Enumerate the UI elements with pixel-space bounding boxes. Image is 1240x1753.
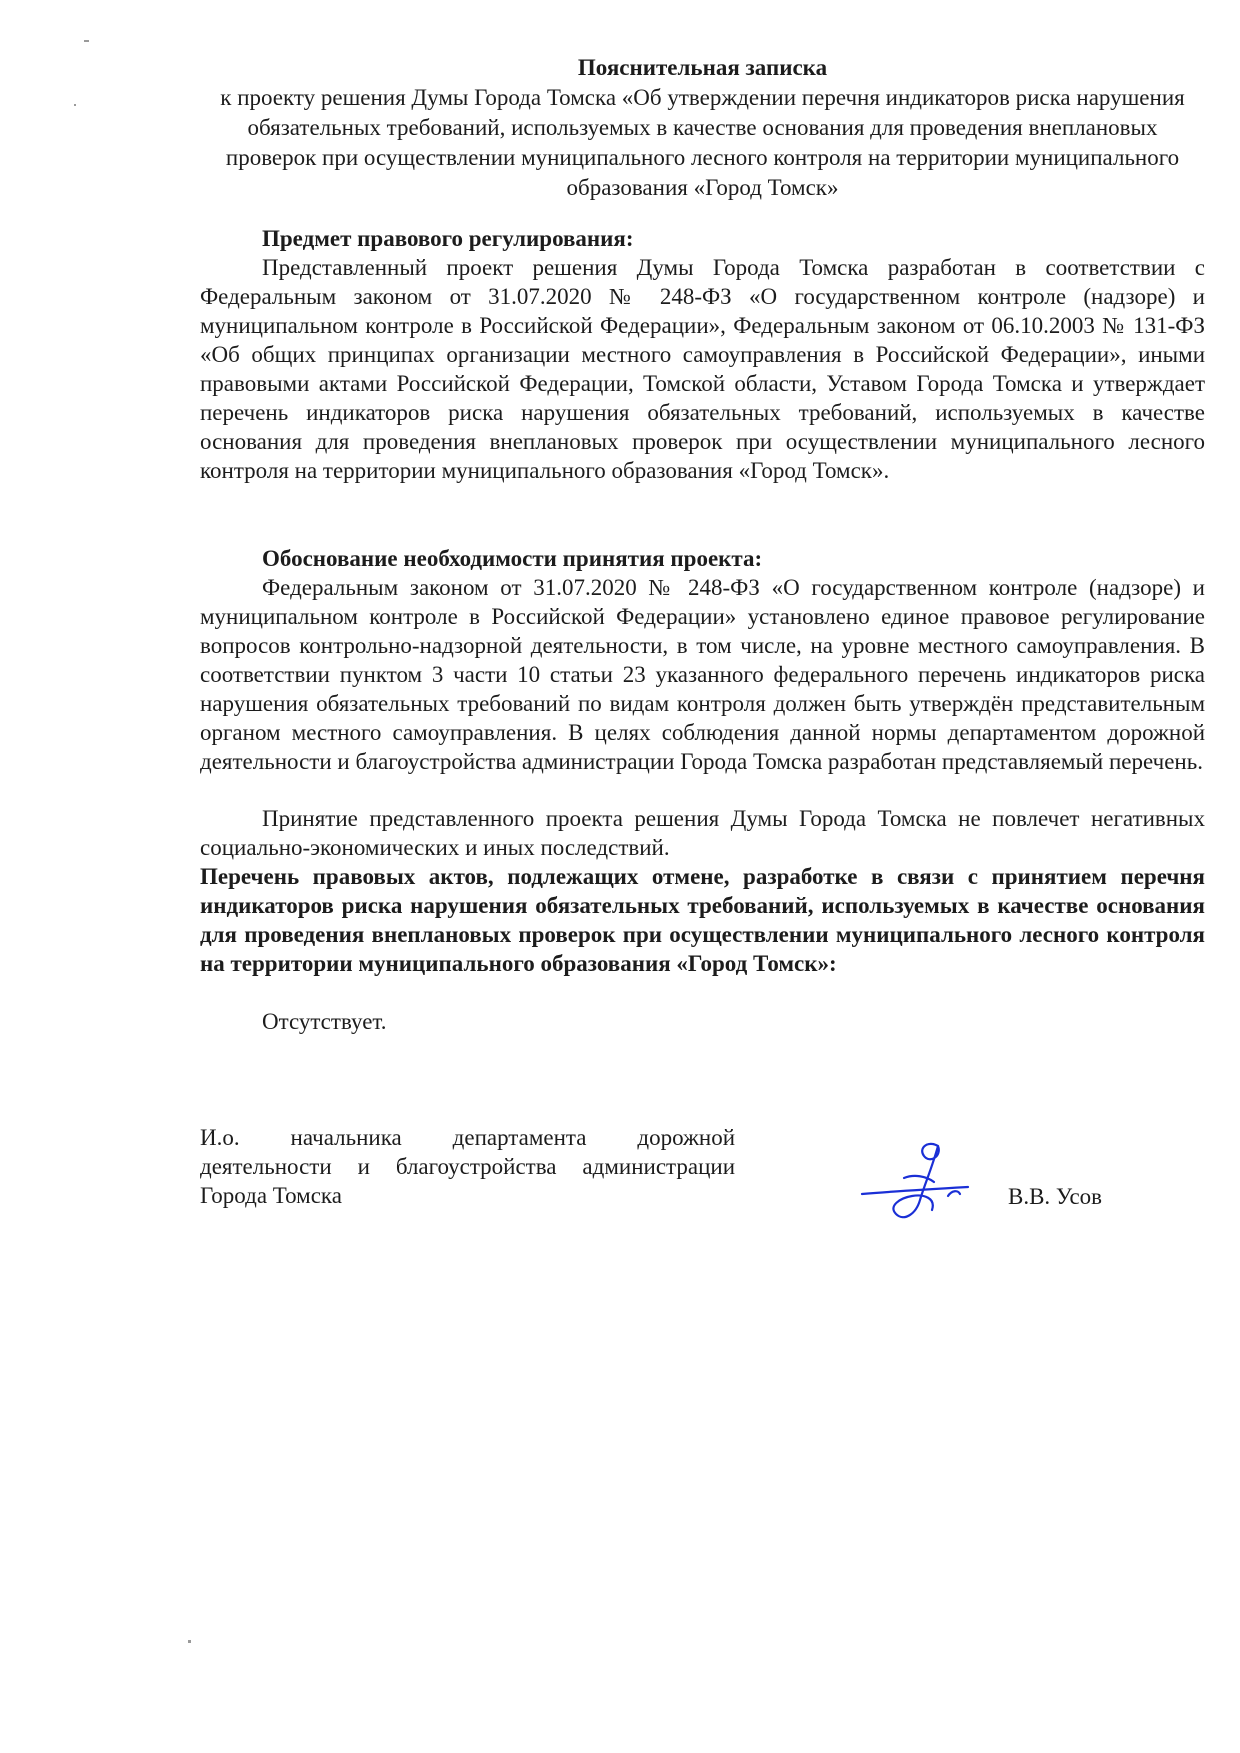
document-title: Пояснительная записка: [577, 55, 828, 80]
paragraph-regulation-subject: Представленный проект решения Думы Города Томска разработан в соответствии с Федеральным законом от 31.07.2020 № 248-ФЗ «О государственном контроле (надзоре) и муниципальном контроле в Российской Федерации», Федеральным законом от 06.10.2003 № 131-ФЗ «Об общих принципах организации местного самоуправления в Российской Федерации», иными правовыми актами Российской Федерации, Томской области, Уставом Города Томска и утверждает перечень индикаторов риска нарушения обязательных требований, используемых в качестве основания для проведения внеплановых проверок при осуществлении муниципального лесного контроля на территории муниципального образования «Город Томск».: [200, 255, 1205, 483]
scan-speck: [74, 104, 76, 106]
signature-stroke: [904, 1176, 934, 1182]
section-heading-regulation-subject: Предмет правового регулирования:: [262, 226, 634, 251]
handwritten-signature: [860, 1138, 972, 1228]
signature-stroke: [948, 1191, 960, 1196]
signatory-name: В.В. Усов: [1008, 1184, 1103, 1209]
paragraph-justification: Федеральным законом от 31.07.2020 № 248-ФЗ «О государственном контроле (надзоре) и муниципальном контроле в Российской Федерации» установлено единое правовое регулирование вопросов контрольно-надзорной деятельности, в том числе, на уровне местного самоуправления. В соответствии пунктом 3 части 10 статьи 23 указанного федерального перечень индикаторов риска нарушения обязательных требований по видам контроля должен быть утверждён представительным органом местного самоуправления. В целях соблюдения данной нормы департаментом дорожной деятельности и благоустройства администрации Города Томска разработан представляемый перечень.: [200, 575, 1205, 774]
scan-speck: [84, 40, 89, 42]
section-heading-justification: Обоснование необходимости принятия проекта:: [262, 546, 763, 571]
signatory-position: И.о. начальника департамента дорожной деятельности и благоустройства администрации Города Томска: [200, 1125, 735, 1208]
paragraph-consequences: Принятие представленного проекта решения Думы Города Томска не повлечет негативных социально-экономических и иных последствий.: [200, 806, 1205, 860]
section-heading-legal-acts-list: Перечень правовых актов, подлежащих отмене, разработке в связи с принятием перечня индикаторов риска нарушения обязательных требований, используемых в качестве основания для проведения внеплановых проверок при осуществлении муниципального лесного контроля на территории муниципального образования «Город Томск»:: [200, 864, 1205, 976]
paragraph-legal-acts-absent: Отсутствует.: [262, 1009, 387, 1034]
scan-speck: [188, 1640, 191, 1643]
document-subtitle: к проекту решения Думы Города Томска «Об утверждении перечня индикаторов риска нарушения обязательных требований, используемых в качестве основания для проведения внеплановых проверок при осуществлении муниципального лесного контроля на территории муниципального образования «Город Томск»: [220, 85, 1185, 200]
